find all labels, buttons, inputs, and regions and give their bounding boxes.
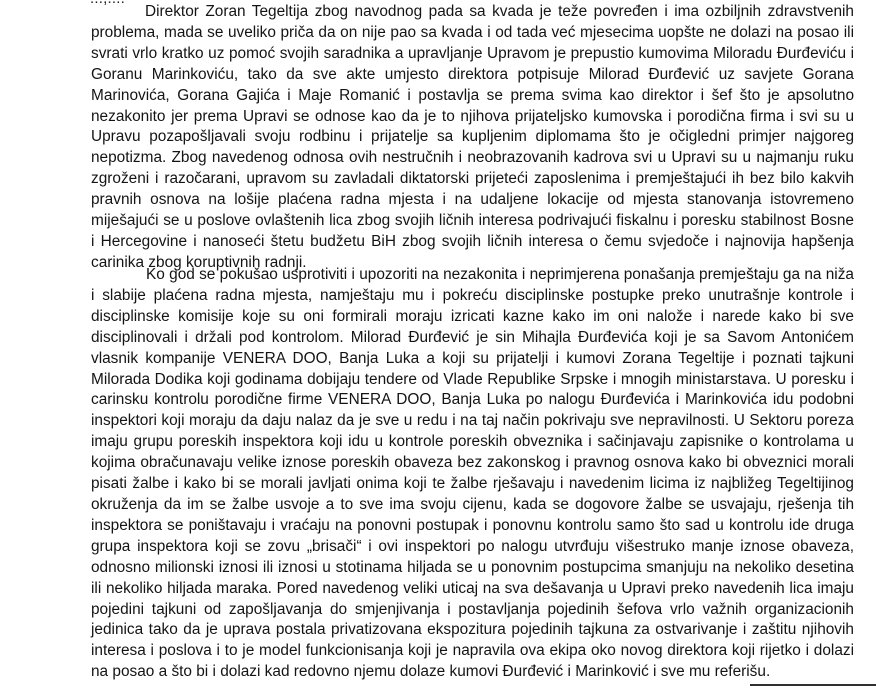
paragraph-retaliation-and-corruption: Ko god se pokušao usprotiviti i upozoriti na nezakonita i neprimjerena ponašanja premještaju ga na niža i slabije plaćena radna mjesta, namještaju mu i pokreću disciplinske postupke preko unutrašnje kontrole i disciplinske komisije koje su oni formirali moraju izricati kazne kako im oni nalože i narede kako bi sve disciplinovali i držali pod kontrolom. Milorad Đurđević je sin Mihajla Đurđevića koji je sa Savom Antonićem vlasnik kompanije VENERA DOO, Banja Luka a koji su prijatelji i kumovi Zorana Tegeltije i poznati tajkuni Milorada Dodika koji godinama dobijaju tendere od Vlade Republike Srpske i mnogih ministarstava. U poresku i carinsku kontrolu porodične firme VENERA DOO, Banja Luka po nalogu Đurđevića i Marinkovića idu podobni inspektori koji moraju da daju nalaz da je sve u redu i na taj način pokrivaju sve nepravilnosti. U Sektoru poreza imaju grupu poreskih inspektora koji idu u kontrole poreskih obveznika i sačinjavaju zapisnike o kontrolama u kojima obračunavaju velike iznose poreskih obaveza bez zakonskog i pravnog osnova kako bi obveznici morali pisati žalbe i kako bi se morali javljati onima koji te žalbe rješavaju i navedenim licima iz najbližeg Tegeltijinog okruženja da im se žalbe usvoje a to sve ima svoju cijenu, kada se dogovore žalbe se usvajaju, rješenja tih inspektora se poništavaju i vraćaju na ponovni postupak i ponovnu kontrolu samo što sad u kontrolu ide druga grupa inspektora koji se zovu „brisači“ i ovi inspektori po nalogu utvrđuju višestruko manje iznose obaveza, odnosno milionski iznosi ili iznosi u stotinama hiljada se u ponovnim postupcima smanjuju na nekoliko desetina ili nekoliko hiljada maraka. Pored navedenog veliki uticaj na sva dešavanja u Upravi preko navedenih lica imaju pojedini tajkuni od zapošljavanja do smjenjivanja i postavljanja pojedinih šefova vrlo važnih organizacionih jedinica tako da je uprava postala privatizovana ekspozitura pojedinih tajkuna za ostvarivanje i zaštitu njihovih interesa i poslova i to je model funkcionisanja koji je napravila ova ekipa oko novog direktora koji rijetko i dolazi na posao a što bi i dolazi kad redovno njemu dolaze kumovi Đurđević i Marinković i sve mu referišu. — [91, 266, 854, 681]
scan-edge-line — [750, 684, 876, 686]
paragraph-director-absence-and-nepotism: Direktor Zoran Tegeltija zbog navodnog pada sa kvada je teže povređen i ima ozbiljnih zdravstvenih problema, mada se uveliko priča da on nije pao sa kvada i od tada već mjesecima uopšte ne dolazi na posao ili svrati vrlo kratko uz pomoć svojih saradnika a upravljanje Upravom je prepustio kumovima Miloradu Đurđeviću i Goranu Marinkoviću, tako da sve akte umjesto direktora potpisuje Milorad Đurđević uz savjete Gorana Marinovića, Gorana Gajića i Maje Romanić i postavlja se prema svima kao direktor i šef što je apsolutno nezakonito jer prema Upravi se odnose kao da je to njihova prijateljsko kumovska i porodična firma i svi su u Upravu pozapošljavali svoju rodbinu i prijatelje sa kupljenim diplomama što je očigledni primjer najgoreg nepotizma. Zbog navedenog odnosa ovih nestručnih i neobrazovanih kadrova svi u Upravi su u najmanju ruku zgroženi i razočarani, upravom su zavladali diktatorski prijeteći zaposlenima i premještajući ih bez bilo kakvih pravnih osnova na lošije plaćena radna mjesta i na udaljene lokacije od mjesta stanovanja istovremeno miješajući se u poslove ovlaštenih lica zbog svojih ličnih interesa podrivajući fiskalnu i poresku stabilnost Bosne i Hercegovine i nanoseći štetu budžetu BiH zbog svojih ličnih interesa o čemu svjedoče i najnovija hapšenja carinika zbog koruptivnih radnji. — [91, 3, 854, 271]
